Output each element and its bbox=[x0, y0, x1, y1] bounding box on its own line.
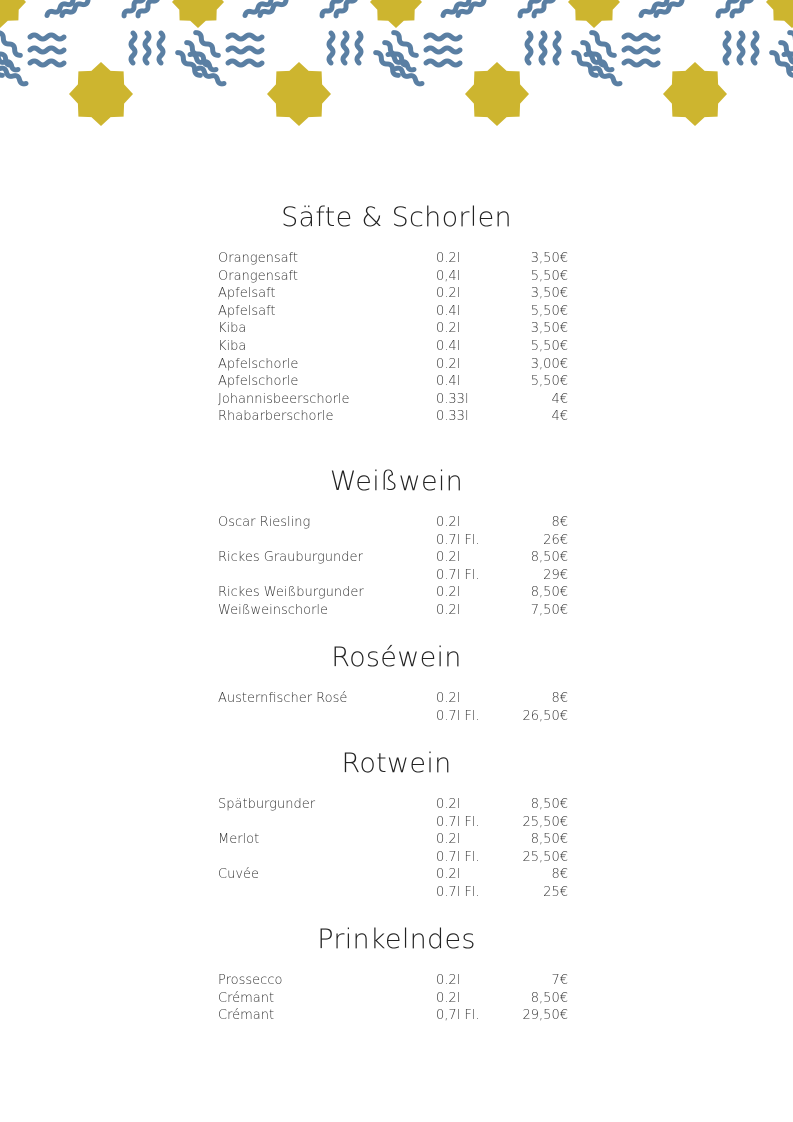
item-name: Orangensaft bbox=[218, 251, 299, 266]
section-title: Prinkelndes bbox=[317, 924, 476, 955]
menu-item bbox=[218, 303, 568, 321]
item-size: 0.7l Fl. bbox=[436, 567, 480, 583]
item-name: Rhabarberschorle bbox=[218, 409, 334, 425]
item-price: 3,50€ bbox=[530, 251, 568, 266]
item-size: 0,7l Fl. bbox=[436, 1008, 480, 1024]
item-name: Johannisbeerschorle bbox=[218, 391, 350, 407]
item-price: 8€ bbox=[551, 691, 568, 706]
blue-wave-icon bbox=[30, 61, 64, 65]
menu-item bbox=[218, 584, 568, 602]
section-title: Rotwein bbox=[341, 748, 452, 779]
item-name: Rickes Weißburgunder bbox=[218, 585, 364, 601]
menu-item bbox=[218, 285, 568, 303]
item-name: Apfelsaft bbox=[218, 303, 276, 319]
item-size: 0.2l bbox=[436, 585, 461, 601]
menu-item bbox=[218, 408, 568, 426]
blue-wave-icon bbox=[739, 33, 743, 63]
blue-wave-icon bbox=[145, 33, 149, 63]
menu-item bbox=[218, 549, 568, 567]
menu-item bbox=[218, 690, 568, 708]
item-size: 0.2l bbox=[436, 321, 461, 337]
menu-item bbox=[218, 866, 568, 884]
item-size: 0,4l bbox=[436, 268, 461, 284]
item-price: 8,50€ bbox=[530, 550, 568, 566]
item-price: 8,50€ bbox=[530, 797, 568, 812]
menu-item bbox=[218, 602, 568, 620]
item-list bbox=[218, 796, 568, 902]
item-name: Rickes Grauburgunder bbox=[218, 550, 363, 566]
item-size: 0.7l Fl. bbox=[436, 814, 480, 830]
gold-star-icon bbox=[267, 62, 331, 126]
section-title: Roséwein bbox=[331, 642, 462, 673]
gold-star-icon bbox=[766, 0, 793, 28]
item-price: 26,50€ bbox=[522, 708, 568, 724]
item-price: 4€ bbox=[551, 391, 568, 407]
gold-star-icon bbox=[465, 62, 529, 126]
item-list bbox=[218, 514, 568, 620]
menu-item bbox=[218, 250, 568, 268]
item-size: 0.2l bbox=[436, 691, 461, 706]
item-price: 25,50€ bbox=[522, 849, 568, 865]
menu-item bbox=[218, 972, 568, 990]
item-name: Crémant bbox=[218, 990, 275, 1006]
item-price: 7,50€ bbox=[530, 602, 568, 618]
section-title: Weißwein bbox=[329, 466, 464, 497]
blue-wave-icon bbox=[624, 35, 658, 39]
menu-item bbox=[218, 514, 568, 532]
item-price: 5,50€ bbox=[530, 303, 568, 319]
menu-item bbox=[218, 990, 568, 1008]
item-name: Spätburgunder bbox=[218, 797, 316, 812]
item-name: Apfelsaft bbox=[218, 286, 276, 302]
item-price: 25,50€ bbox=[522, 814, 568, 830]
gold-star-icon bbox=[69, 62, 133, 126]
gold-star-icon bbox=[172, 0, 224, 28]
header-pattern bbox=[0, 0, 793, 130]
menu-item bbox=[218, 532, 568, 550]
item-size: 0.2l bbox=[436, 515, 461, 530]
item-size: 0.4l bbox=[436, 374, 461, 390]
item-price: 29€ bbox=[543, 567, 568, 583]
menu-item bbox=[218, 373, 568, 391]
item-list bbox=[218, 690, 568, 725]
item-name: Apfelschorle bbox=[218, 356, 299, 372]
item-name: Kiba bbox=[218, 321, 247, 337]
blue-wave-icon bbox=[329, 33, 333, 63]
item-size: 0.7l Fl. bbox=[436, 532, 480, 548]
item-name: Merlot bbox=[218, 832, 260, 848]
item-size: 0.4l bbox=[436, 338, 461, 354]
item-price: 8€ bbox=[551, 867, 568, 883]
blue-wave-icon bbox=[555, 33, 559, 63]
item-list bbox=[218, 250, 568, 426]
gold-star-icon bbox=[370, 0, 422, 28]
item-name: Kiba bbox=[218, 338, 247, 354]
item-price: 8,50€ bbox=[530, 832, 568, 848]
blue-wave-icon bbox=[624, 61, 658, 65]
menu-item bbox=[218, 320, 568, 338]
item-size: 0.2l bbox=[436, 356, 461, 372]
blue-wave-icon bbox=[228, 48, 262, 52]
blue-wave-icon bbox=[426, 61, 460, 65]
item-price: 26€ bbox=[543, 532, 568, 548]
menu-item bbox=[218, 849, 568, 867]
item-list bbox=[218, 972, 568, 1025]
menu-item bbox=[218, 338, 568, 356]
menu-item bbox=[218, 884, 568, 902]
gold-star-icon bbox=[663, 62, 727, 126]
item-size: 0.4l bbox=[436, 303, 461, 319]
item-size: 0.7l Fl. bbox=[436, 884, 480, 900]
blue-wave-icon bbox=[343, 33, 347, 63]
item-size: 0.2l bbox=[436, 973, 461, 988]
item-price: 5,50€ bbox=[530, 338, 568, 354]
blue-wave-icon bbox=[228, 35, 262, 39]
blue-wave-icon bbox=[527, 33, 531, 63]
blue-wave-icon bbox=[131, 33, 135, 63]
item-name: Weißweinschorle bbox=[218, 602, 329, 618]
item-price: 5,50€ bbox=[530, 374, 568, 390]
menu-item bbox=[218, 268, 568, 286]
item-price: 8,50€ bbox=[530, 990, 568, 1006]
item-name: Orangensaft bbox=[218, 268, 299, 284]
item-name: Cuvée bbox=[218, 867, 260, 883]
item-price: 5,50€ bbox=[530, 268, 568, 284]
blue-wave-icon bbox=[426, 48, 460, 52]
item-price: 7€ bbox=[551, 973, 568, 988]
item-size: 0.2l bbox=[436, 990, 461, 1006]
blue-wave-icon bbox=[30, 48, 64, 52]
menu-item bbox=[218, 831, 568, 849]
menu-item bbox=[218, 1007, 568, 1025]
item-price: 3,50€ bbox=[530, 321, 568, 337]
gold-star-icon bbox=[568, 0, 620, 28]
item-price: 3,50€ bbox=[530, 286, 568, 302]
item-size: 0.33l bbox=[436, 391, 469, 407]
gold-star-icon bbox=[0, 0, 26, 28]
item-name: Apfelschorle bbox=[218, 374, 299, 390]
item-name: Crémant bbox=[218, 1008, 275, 1024]
item-price: 3,00€ bbox=[530, 356, 568, 372]
blue-wave-icon bbox=[30, 35, 64, 39]
item-size: 0.2l bbox=[436, 550, 461, 566]
blue-wave-icon bbox=[725, 33, 729, 63]
section-title: Säfte & Schorlen bbox=[281, 202, 512, 233]
blue-wave-icon bbox=[228, 61, 262, 65]
blue-wave-icon bbox=[357, 33, 361, 63]
menu-item bbox=[218, 567, 568, 585]
item-size: 0.2l bbox=[436, 867, 461, 883]
blue-wave-icon bbox=[753, 33, 757, 63]
menu-item bbox=[218, 391, 568, 409]
item-size: 0.2l bbox=[436, 251, 461, 266]
item-size: 0.2l bbox=[436, 797, 461, 812]
item-price: 29,50€ bbox=[522, 1008, 568, 1024]
item-name: Oscar Riesling bbox=[218, 515, 311, 530]
item-price: 8,50€ bbox=[530, 585, 568, 601]
item-price: 25€ bbox=[543, 884, 568, 900]
item-price: 4€ bbox=[551, 409, 568, 425]
blue-wave-icon bbox=[541, 33, 545, 63]
item-size: 0.7l Fl. bbox=[436, 849, 480, 865]
item-price: 8€ bbox=[551, 515, 568, 530]
menu-item bbox=[218, 796, 568, 814]
item-name: Austernfischer Rosé bbox=[218, 691, 348, 706]
menu-item bbox=[218, 356, 568, 374]
item-size: 0.2l bbox=[436, 832, 461, 848]
item-name: Prossecco bbox=[218, 973, 283, 988]
blue-wave-icon bbox=[426, 35, 460, 39]
item-size: 0.2l bbox=[436, 602, 461, 618]
menu-item bbox=[218, 814, 568, 832]
wave-star-pattern-icon bbox=[0, 0, 793, 130]
blue-wave-icon bbox=[159, 33, 163, 63]
menu-item bbox=[218, 708, 568, 726]
item-size: 0.7l Fl. bbox=[436, 708, 480, 724]
blue-wave-icon bbox=[624, 48, 658, 52]
item-size: 0.2l bbox=[436, 286, 461, 302]
item-size: 0.33l bbox=[436, 409, 469, 425]
